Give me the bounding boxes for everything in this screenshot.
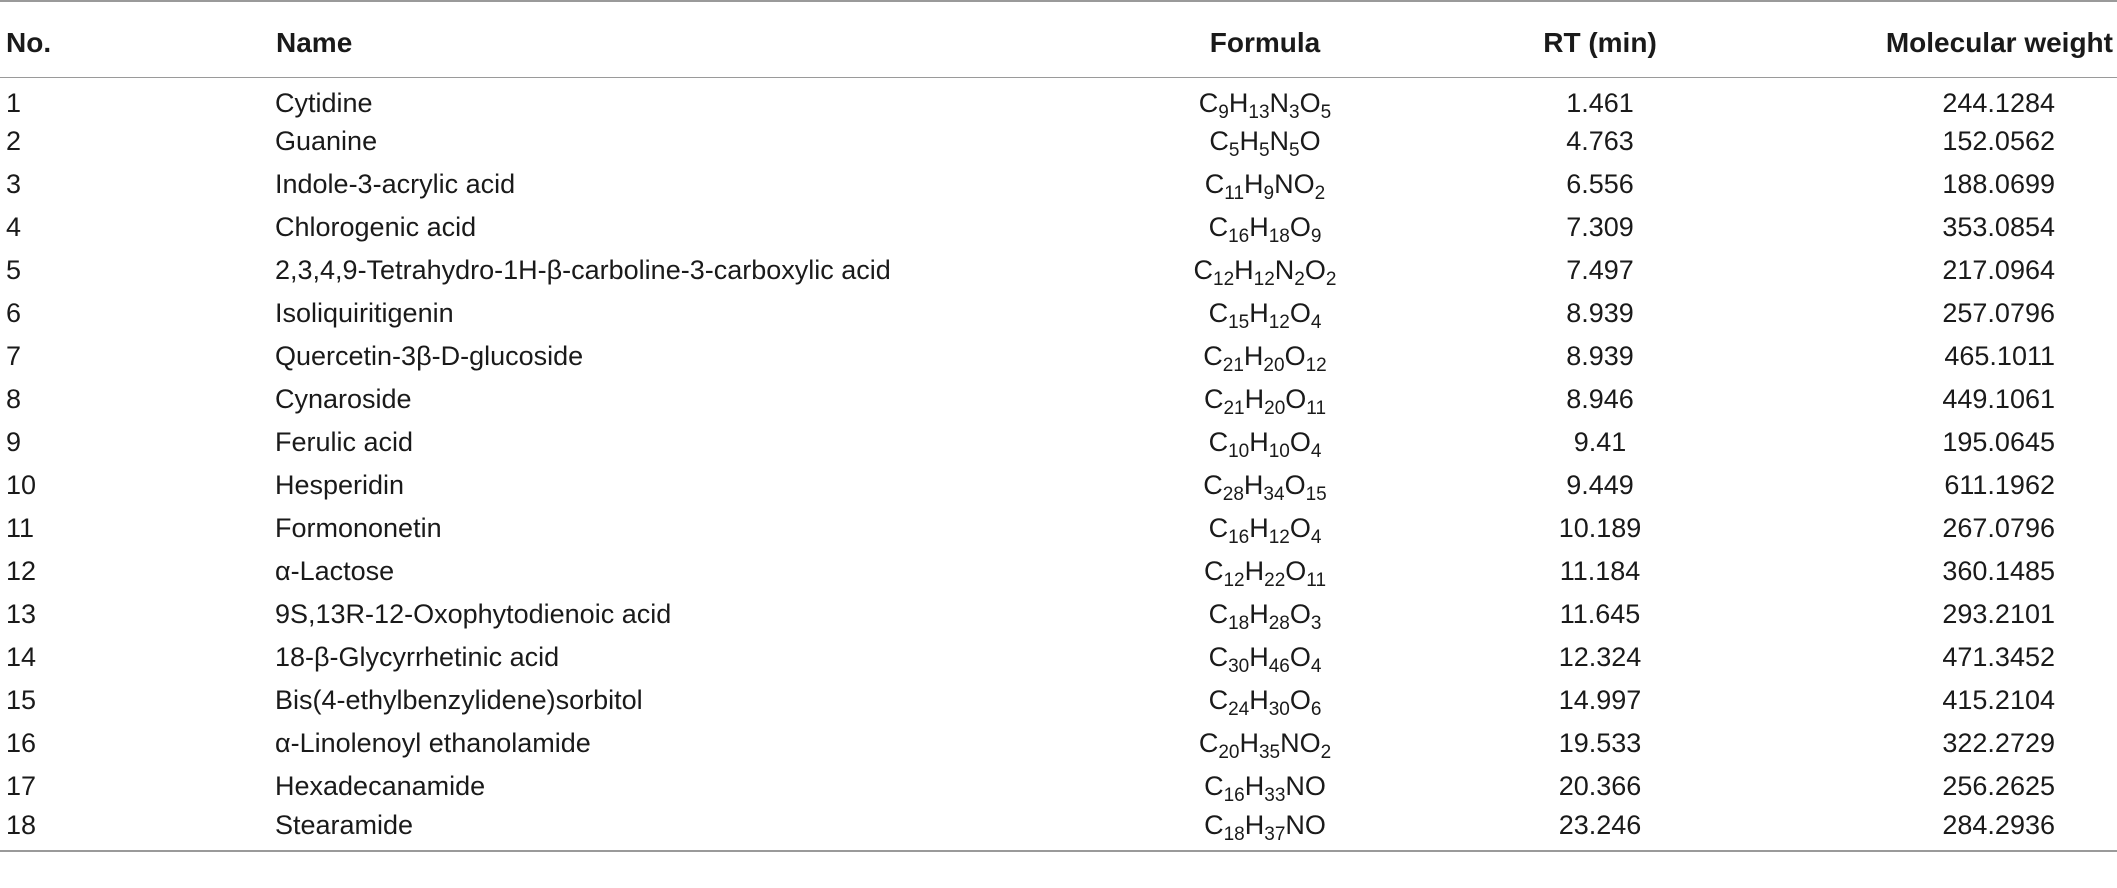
formula-element: O <box>1289 427 1311 457</box>
formula-element: C <box>1203 470 1223 500</box>
formula-element: O <box>1289 212 1311 242</box>
cell-formula <box>1055 120 1475 163</box>
formula-subscript: 11 <box>1306 398 1327 419</box>
cell-no: 1 <box>6 88 22 119</box>
cell-molecular-weight: 449.1061 <box>1942 384 2055 414</box>
table-row <box>0 249 2117 292</box>
cell-rt: 20.366 <box>1558 771 1642 801</box>
cell-molecular-weight: 360.1485 <box>1942 556 2055 586</box>
formula-element: H <box>1249 685 1269 715</box>
formula-element: O <box>1299 126 1321 156</box>
cell-name: 9S,13R-12-Oxophytodienoic acid <box>275 599 672 629</box>
formula-element: H <box>1249 642 1269 672</box>
cell-molecular-weight: 256.2625 <box>1942 771 2055 801</box>
table-row <box>0 507 2117 550</box>
formula-subscript: 20 <box>1263 355 1285 376</box>
formula-element: C <box>1203 556 1224 586</box>
cell-formula <box>1055 550 1475 593</box>
header-rt: RT (min) <box>1475 1 1725 77</box>
cell-formula <box>1055 249 1475 292</box>
cell-molecular-weight: 471.3452 <box>1942 642 2055 672</box>
cell-formula <box>1055 206 1475 249</box>
formula-subscript: 5 <box>1228 140 1240 161</box>
formula-subscript: 28 <box>1222 484 1244 505</box>
formula-subscript: 37 <box>1264 823 1286 845</box>
formula-subscript: 3 <box>1310 613 1322 634</box>
cell-formula <box>1055 722 1475 765</box>
formula-element: N <box>1269 88 1290 119</box>
formula-element: H <box>1249 212 1269 242</box>
formula-subscript: 12 <box>1223 570 1245 591</box>
cell-no: 8 <box>6 384 22 414</box>
cell-name: Indole-3-acrylic acid <box>275 169 516 199</box>
header-no: No. <box>0 1 275 77</box>
formula-subscript: 2 <box>1320 742 1332 763</box>
formula-element: O <box>1289 642 1311 672</box>
formula-subscript: 4 <box>1310 312 1322 333</box>
formula-element: H <box>1234 255 1254 285</box>
formula-subscript: 16 <box>1223 785 1245 806</box>
cell-no: 2 <box>6 126 22 156</box>
cell-name: Guanine <box>275 126 378 156</box>
cell-name: Formononetin <box>275 513 442 543</box>
formula-element: O <box>1285 384 1307 414</box>
formula-element: C <box>1209 126 1229 156</box>
cell-rt: 7.309 <box>1566 212 1634 242</box>
formula-subscript: 18 <box>1268 226 1290 247</box>
formula-subscript: 2 <box>1325 269 1337 290</box>
cell-no: 4 <box>6 212 22 242</box>
cell-name: Isoliquiritigenin <box>275 298 454 328</box>
cell-molecular-weight: 188.0699 <box>1942 169 2055 199</box>
formula-subscript: 21 <box>1222 355 1244 376</box>
formula-element: H <box>1244 771 1265 801</box>
cell-molecular-weight: 152.0562 <box>1942 126 2055 156</box>
table-row <box>0 206 2117 249</box>
cell-formula <box>1055 765 1475 808</box>
formula-element: C <box>1208 642 1229 672</box>
cell-formula <box>1055 421 1475 464</box>
formula-subscript: 13 <box>1248 102 1270 124</box>
cell-name: Stearamide <box>275 808 1055 851</box>
formula-element: NO <box>1285 771 1326 801</box>
cell-rt: 19.533 <box>1558 728 1642 758</box>
cell-no: 16 <box>6 728 37 758</box>
formula-element: C <box>1208 599 1229 629</box>
formula-element: O <box>1289 599 1311 629</box>
formula-subscript: 5 <box>1289 140 1300 161</box>
formula-subscript: 11 <box>1224 183 1245 204</box>
formula-element: H <box>1244 384 1265 414</box>
cell-name: Quercetin-3β-D-glucoside <box>275 341 584 371</box>
formula-element: H <box>1249 513 1269 543</box>
formula-element: C <box>1198 88 1219 119</box>
cell-rt: 14.997 <box>1558 685 1642 715</box>
cell-molecular-weight: 353.0854 <box>1942 212 2055 242</box>
formula-subscript: 10 <box>1268 441 1290 462</box>
formula-element: N <box>1274 255 1295 285</box>
formula-element: C <box>1203 341 1223 371</box>
cell-molecular-weight: 195.0645 <box>1942 427 2055 457</box>
formula-subscript: 18 <box>1228 613 1250 634</box>
header-row <box>0 1 2117 77</box>
cell-rt: 11.184 <box>1559 556 1641 586</box>
formula-element: NO <box>1285 809 1326 840</box>
cell-rt: 7.497 <box>1566 255 1634 285</box>
formula-subscript: 4 <box>1310 656 1322 677</box>
formula-element: H <box>1249 599 1269 629</box>
formula-subscript: 12 <box>1268 312 1290 333</box>
formula-subscript: 5 <box>1320 102 1332 124</box>
formula-subscript: 11 <box>1306 570 1327 591</box>
table-row <box>0 464 2117 507</box>
cell-formula <box>1055 507 1475 550</box>
cell-name: α-Lactose <box>275 556 395 586</box>
cell-no: 5 <box>6 255 22 285</box>
formula-element: NO <box>1274 169 1315 199</box>
cell-no: 7 <box>6 341 22 371</box>
table-row <box>0 335 2117 378</box>
cell-formula <box>1055 464 1475 507</box>
cell-rt: 8.939 <box>1566 298 1634 328</box>
formula-element: C <box>1208 685 1229 715</box>
cell-no: 6 <box>6 298 22 328</box>
cell-rt: 8.939 <box>1566 341 1634 371</box>
formula-subscript: 5 <box>1258 140 1270 161</box>
cell-name: Hesperidin <box>275 470 405 500</box>
formula-element: O <box>1285 556 1307 586</box>
cell-name: α-Linolenoyl ethanolamide <box>275 728 591 758</box>
table-row <box>0 808 2117 851</box>
cell-formula <box>1055 378 1475 421</box>
formula-element: C <box>1193 255 1214 285</box>
formula-element: H <box>1244 556 1265 586</box>
cell-no: 12 <box>6 556 37 586</box>
formula-element: H <box>1244 809 1265 840</box>
formula-element: O <box>1284 470 1306 500</box>
cell-no: 10 <box>6 470 37 500</box>
formula-element: O <box>1289 298 1311 328</box>
formula-subscript: 34 <box>1263 484 1285 505</box>
formula-subscript: 30 <box>1228 656 1250 677</box>
cell-rt: 9.41 <box>1573 427 1627 457</box>
formula-subscript: 9 <box>1310 226 1322 247</box>
formula-element: C <box>1204 771 1224 801</box>
header-formula: Formula <box>1055 1 1475 77</box>
formula-element: H <box>1249 298 1269 328</box>
formula-subscript: 4 <box>1310 527 1322 548</box>
cell-rt: 8.946 <box>1566 384 1634 414</box>
table-row <box>0 378 2117 421</box>
formula-element: H <box>1239 728 1259 758</box>
cell-formula <box>1055 292 1475 335</box>
cell-name: Chlorogenic acid <box>275 212 477 242</box>
formula-subscript: 16 <box>1228 527 1250 548</box>
cell-molecular-weight: 244.1284 <box>1942 88 2055 119</box>
cell-no: 3 <box>6 169 22 199</box>
table-row <box>0 292 2117 335</box>
cell-molecular-weight: 217.0964 <box>1942 255 2055 285</box>
formula-subscript: 16 <box>1228 226 1250 247</box>
formula-element: O <box>1289 513 1311 543</box>
formula-subscript: 12 <box>1268 527 1290 548</box>
cell-no: 17 <box>6 771 37 801</box>
table-row <box>0 77 2117 120</box>
formula-subscript: 30 <box>1268 699 1290 720</box>
formula-subscript: 46 <box>1268 656 1290 677</box>
cell-rt: 6.556 <box>1566 169 1634 199</box>
cell-rt: 23.246 <box>1475 808 1725 851</box>
formula-element: C <box>1204 809 1224 840</box>
formula-subscript: 6 <box>1310 699 1322 720</box>
formula-element: N <box>1269 126 1290 156</box>
cell-name: 2,3,4,9-Tetrahydro-1H-β-carboline-3-carboxylic acid <box>275 255 891 285</box>
cell-name: Cynaroside <box>275 384 412 414</box>
table-row <box>0 722 2117 765</box>
cell-molecular-weight: 293.2101 <box>1942 599 2055 629</box>
formula-element: O <box>1304 255 1326 285</box>
cell-formula <box>1055 636 1475 679</box>
formula-subscript: 33 <box>1264 785 1286 806</box>
formula-element: O <box>1289 685 1311 715</box>
formula-subscript: 4 <box>1310 441 1322 462</box>
cell-name: Ferulic acid <box>275 427 414 457</box>
table-row <box>0 593 2117 636</box>
table-row <box>0 636 2117 679</box>
table-row <box>0 163 2117 206</box>
cell-no: 14 <box>6 642 37 672</box>
formula-element: C <box>1198 728 1219 758</box>
formula-subscript: 15 <box>1305 484 1327 505</box>
cell-molecular-weight: 322.2729 <box>1942 728 2055 758</box>
formula-element: NO <box>1280 728 1321 758</box>
formula-subscript: 21 <box>1223 398 1245 419</box>
formula-subscript: 20 <box>1264 398 1286 419</box>
formula-subscript: 24 <box>1228 699 1250 720</box>
cell-formula <box>1055 679 1475 722</box>
formula-element: H <box>1249 427 1269 457</box>
formula-subscript: 28 <box>1268 613 1290 634</box>
cell-name: 18-β-Glycyrrhetinic acid <box>275 642 560 672</box>
cell-rt: 4.763 <box>1566 126 1634 156</box>
table-row <box>0 679 2117 722</box>
table-row <box>0 765 2117 808</box>
cell-no: 9 <box>6 427 22 457</box>
formula-element: H <box>1239 126 1259 156</box>
formula-element: O <box>1284 341 1306 371</box>
cell-molecular-weight: 284.2936 <box>1725 808 2117 851</box>
cell-molecular-weight: 611.1962 <box>1944 470 2055 500</box>
cell-molecular-weight: 415.2104 <box>1942 685 2055 715</box>
cell-name: Hexadecanamide <box>275 771 486 801</box>
cell-formula <box>1055 593 1475 636</box>
table-row <box>0 421 2117 464</box>
formula-subscript: 2 <box>1314 183 1326 204</box>
cell-rt: 9.449 <box>1566 470 1634 500</box>
formula-subscript: 10 <box>1228 441 1250 462</box>
header-molecular-weight: Molecular weight <box>1725 1 2117 77</box>
table-row <box>0 550 2117 593</box>
cell-no: 15 <box>6 685 37 715</box>
formula-subscript: 9 <box>1218 102 1229 124</box>
table-header <box>0 1 2117 77</box>
cell-no: 11 <box>6 513 35 543</box>
formula-element: C <box>1208 212 1229 242</box>
formula-element: H <box>1228 88 1249 119</box>
formula-element: H <box>1243 341 1264 371</box>
formula-subscript: 22 <box>1264 570 1286 591</box>
cell-formula <box>1055 77 1475 124</box>
cell-formula <box>1055 163 1475 206</box>
formula-element: H <box>1243 470 1264 500</box>
cell-name: Cytidine <box>275 88 373 119</box>
formula-subscript: 3 <box>1289 102 1300 124</box>
formula-element: C <box>1208 427 1229 457</box>
formula-subscript: 15 <box>1228 312 1250 333</box>
cell-molecular-weight: 257.0796 <box>1942 298 2055 328</box>
cell-formula <box>1055 335 1475 378</box>
cell-formula <box>1055 808 1475 851</box>
formula-element: C <box>1204 169 1225 199</box>
cell-molecular-weight: 267.0796 <box>1942 513 2055 543</box>
cell-no: 13 <box>6 599 37 629</box>
cell-name: Bis(4-ethylbenzylidene)sorbitol <box>275 685 643 715</box>
formula-subscript: 12 <box>1213 269 1235 290</box>
cell-rt: 11.645 <box>1559 599 1641 629</box>
table-row <box>0 120 2117 163</box>
cell-molecular-weight: 465.1011 <box>1944 341 2055 371</box>
formula-element: C <box>1208 298 1229 328</box>
formula-element: H <box>1244 169 1264 199</box>
formula-subscript: 12 <box>1253 269 1275 290</box>
cell-rt: 1.461 <box>1566 88 1634 119</box>
formula-subscript: 12 <box>1305 355 1327 376</box>
formula-element: C <box>1208 513 1229 543</box>
header-name: Name <box>275 1 1055 77</box>
formula-element: C <box>1203 384 1224 414</box>
cell-rt: 12.324 <box>1558 642 1642 672</box>
formula-subscript: 2 <box>1294 269 1305 290</box>
formula-subscript: 35 <box>1258 742 1281 763</box>
table-body <box>0 77 2117 851</box>
formula-subscript: 9 <box>1263 183 1275 204</box>
cell-no: 18 <box>0 808 275 851</box>
formula-subscript: 18 <box>1223 823 1245 845</box>
cell-rt: 10.189 <box>1558 513 1642 543</box>
formula-element: O <box>1299 88 1321 119</box>
formula-subscript: 20 <box>1218 742 1240 763</box>
